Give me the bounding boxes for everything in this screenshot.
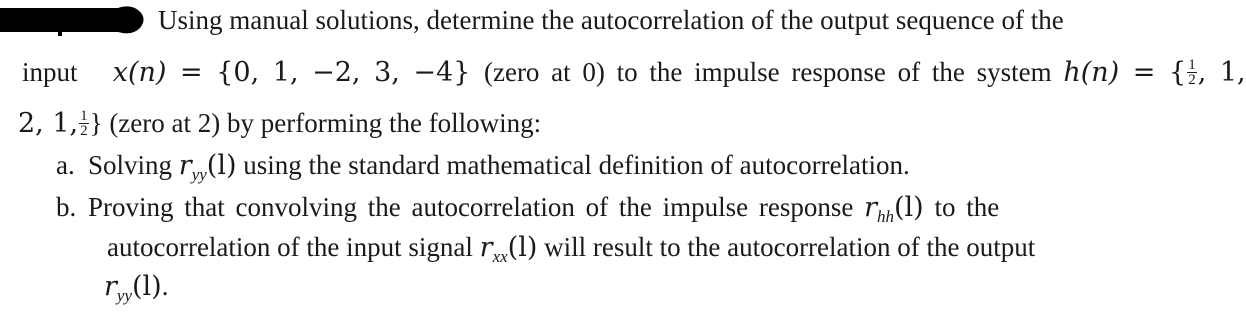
item-a-text-2: using the standard mathematical definition of autocorrelation. [236,150,910,180]
r-hh-arg: (l) [894,192,924,223]
r-hh-subscript: hh [877,207,895,226]
item-b-text-2: to the [923,192,1000,222]
line-2-input-label: input [22,57,78,87]
r-xx-arg: (l) [507,232,538,263]
r-xx-subscript: xx [492,247,508,266]
r-yy-symbol-2: r [104,271,117,302]
r-yy-subscript: yy [191,165,207,184]
r-yy-symbol: r [178,150,192,181]
r-yy-subscript-2: yy [116,286,133,305]
fraction-half: $\frac{1}{2}$ [1188,57,1196,89]
r-hh-symbol: r [864,192,878,223]
item-b-cont-1: autocorrelation of the input signal [107,232,480,262]
x-sequence: = {0, 1, −2, 3, −4} [166,57,484,88]
h-open: = { [1119,57,1187,88]
item-b [56,190,999,234]
fraction-half-2: $\frac{1}{2}$ [80,108,88,140]
item-b-marker: b. [56,192,77,222]
item-a-marker: a. [56,150,75,180]
line-3 [18,106,541,141]
item-b-end: . [161,271,169,301]
redaction-mark [0,2,150,36]
item-b-line-3 [104,269,168,313]
item-b-line-2 [107,230,1035,274]
line-2 [22,55,1246,90]
line-2-text: (zero at 0) to the impulse response of the system [483,57,1064,87]
x-of-n: x(n) [112,57,167,88]
line-1 [158,3,1064,37]
item-a [56,148,910,192]
line-3-text: } (zero at 2) by performing the following: [89,108,542,138]
h-of-n: h(n) [1063,57,1120,88]
r-yy-arg-2: (l) [132,271,162,302]
r-xx-symbol: r [479,232,493,263]
item-b-cont-2: will result to the autocorrelation of the output [537,232,1036,262]
item-a-text-1: Solving [88,150,179,180]
h-values-cont: 2, 1, [18,108,79,139]
r-yy-arg: (l) [206,150,237,181]
h-values: , 1, [1197,57,1246,88]
item-b-text-1: Proving that convolving the autocorrelation of the impulse response [88,192,865,222]
line-1-text: Using manual solutions, determine the autocorrelation of the output sequence of the [158,5,1064,35]
